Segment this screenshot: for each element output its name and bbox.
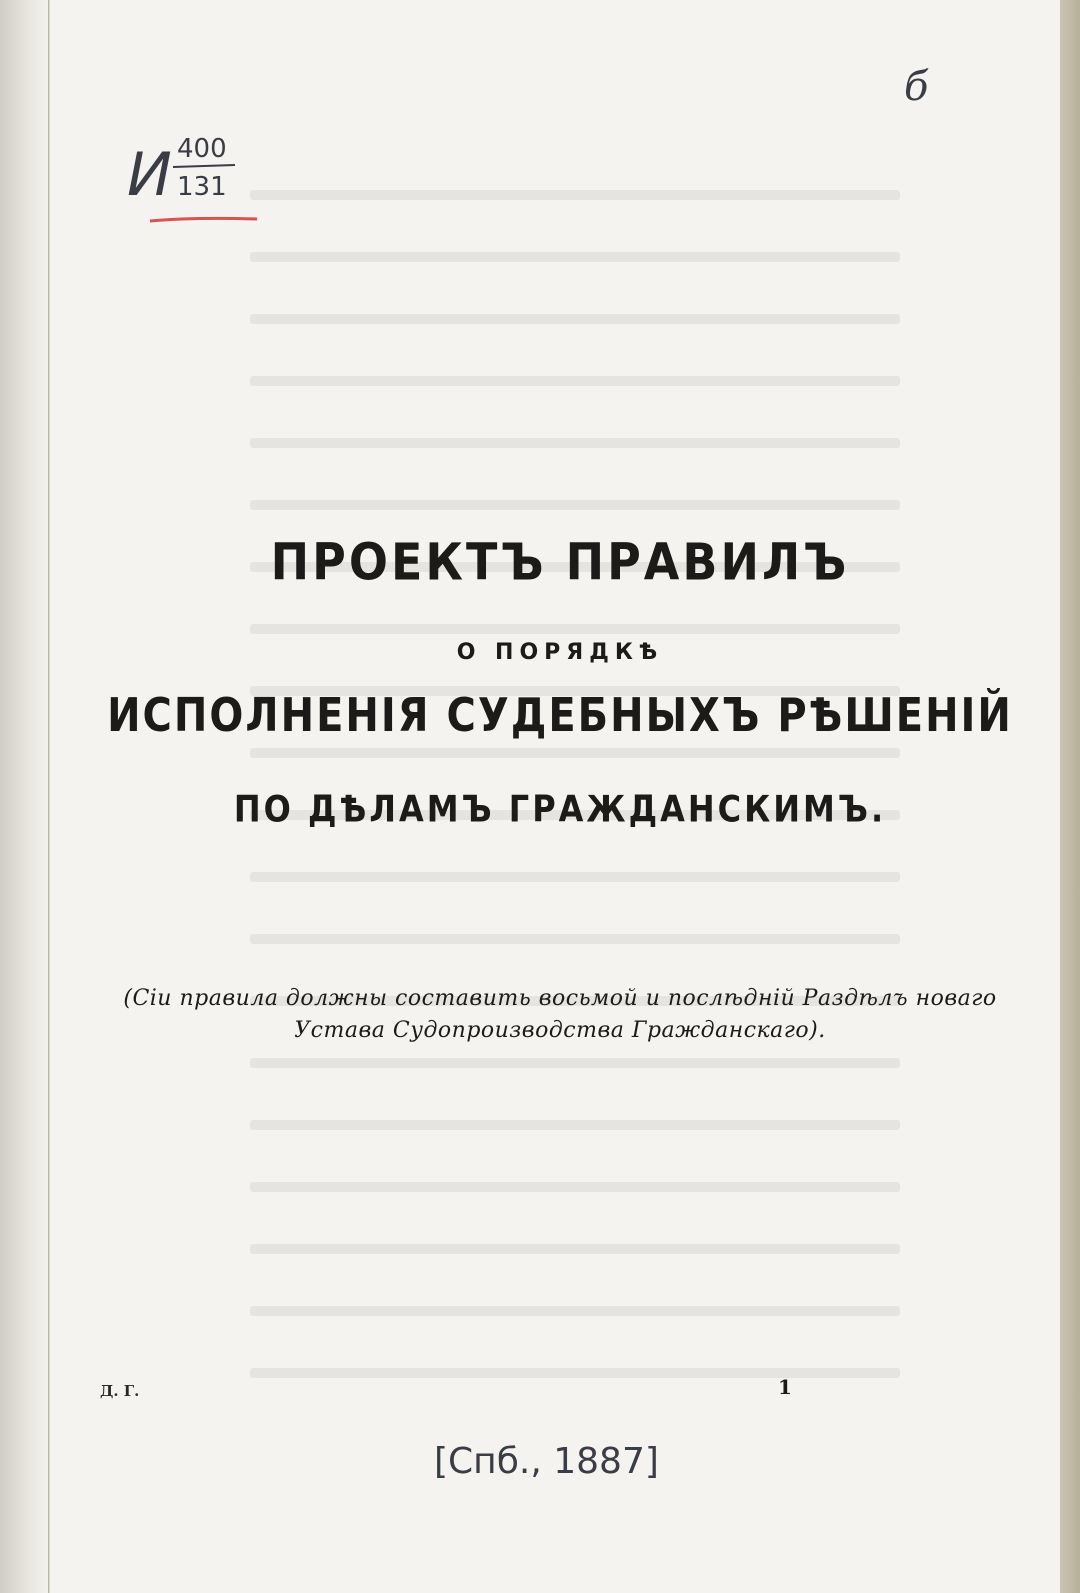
title-line-4: ПО ДѢЛАМЪ ГРАЖДАНСКИМЪ. (233, 787, 887, 831)
folio-mark-text: б (904, 64, 929, 110)
note-line-1: (Сіи правила должны составить восьмой и послѣдній Раздѣлъ новаго (123, 986, 997, 1011)
imprint-text: [Спб., 1887] (434, 1441, 659, 1482)
folio-mark-drawing (900, 60, 940, 120)
handwritten-shelfmark (125, 125, 265, 235)
handwritten-imprint (430, 1425, 680, 1495)
imprint-drawing (430, 1425, 680, 1495)
page-edge (1060, 0, 1080, 1593)
title-line-1: ПРОЕКТЪ ПРАВИЛЪ (270, 532, 850, 592)
page-number: 1 (778, 1375, 792, 1399)
shelfmark-letter: И (127, 140, 172, 210)
title-line-3: ИСПОЛНЕНІЯ СУДЕБНЫХЪ РѢШЕНІЙ (107, 689, 1013, 743)
left-binding-strip (0, 0, 49, 1593)
title-line-2: О ПОРЯДКѢ (456, 640, 664, 665)
note-line-2: Устава Судопроизводства Гражданскаго). (294, 1018, 826, 1043)
folio-mark (900, 60, 940, 120)
shelfmark-top: 400 (177, 134, 227, 164)
red-underline (150, 218, 257, 221)
signature-mark: Д. Г. (100, 1382, 140, 1400)
shelfmark-drawing (125, 125, 265, 235)
shelfmark-bottom: 131 (177, 172, 227, 202)
parenthetical-note (60, 983, 1060, 1047)
